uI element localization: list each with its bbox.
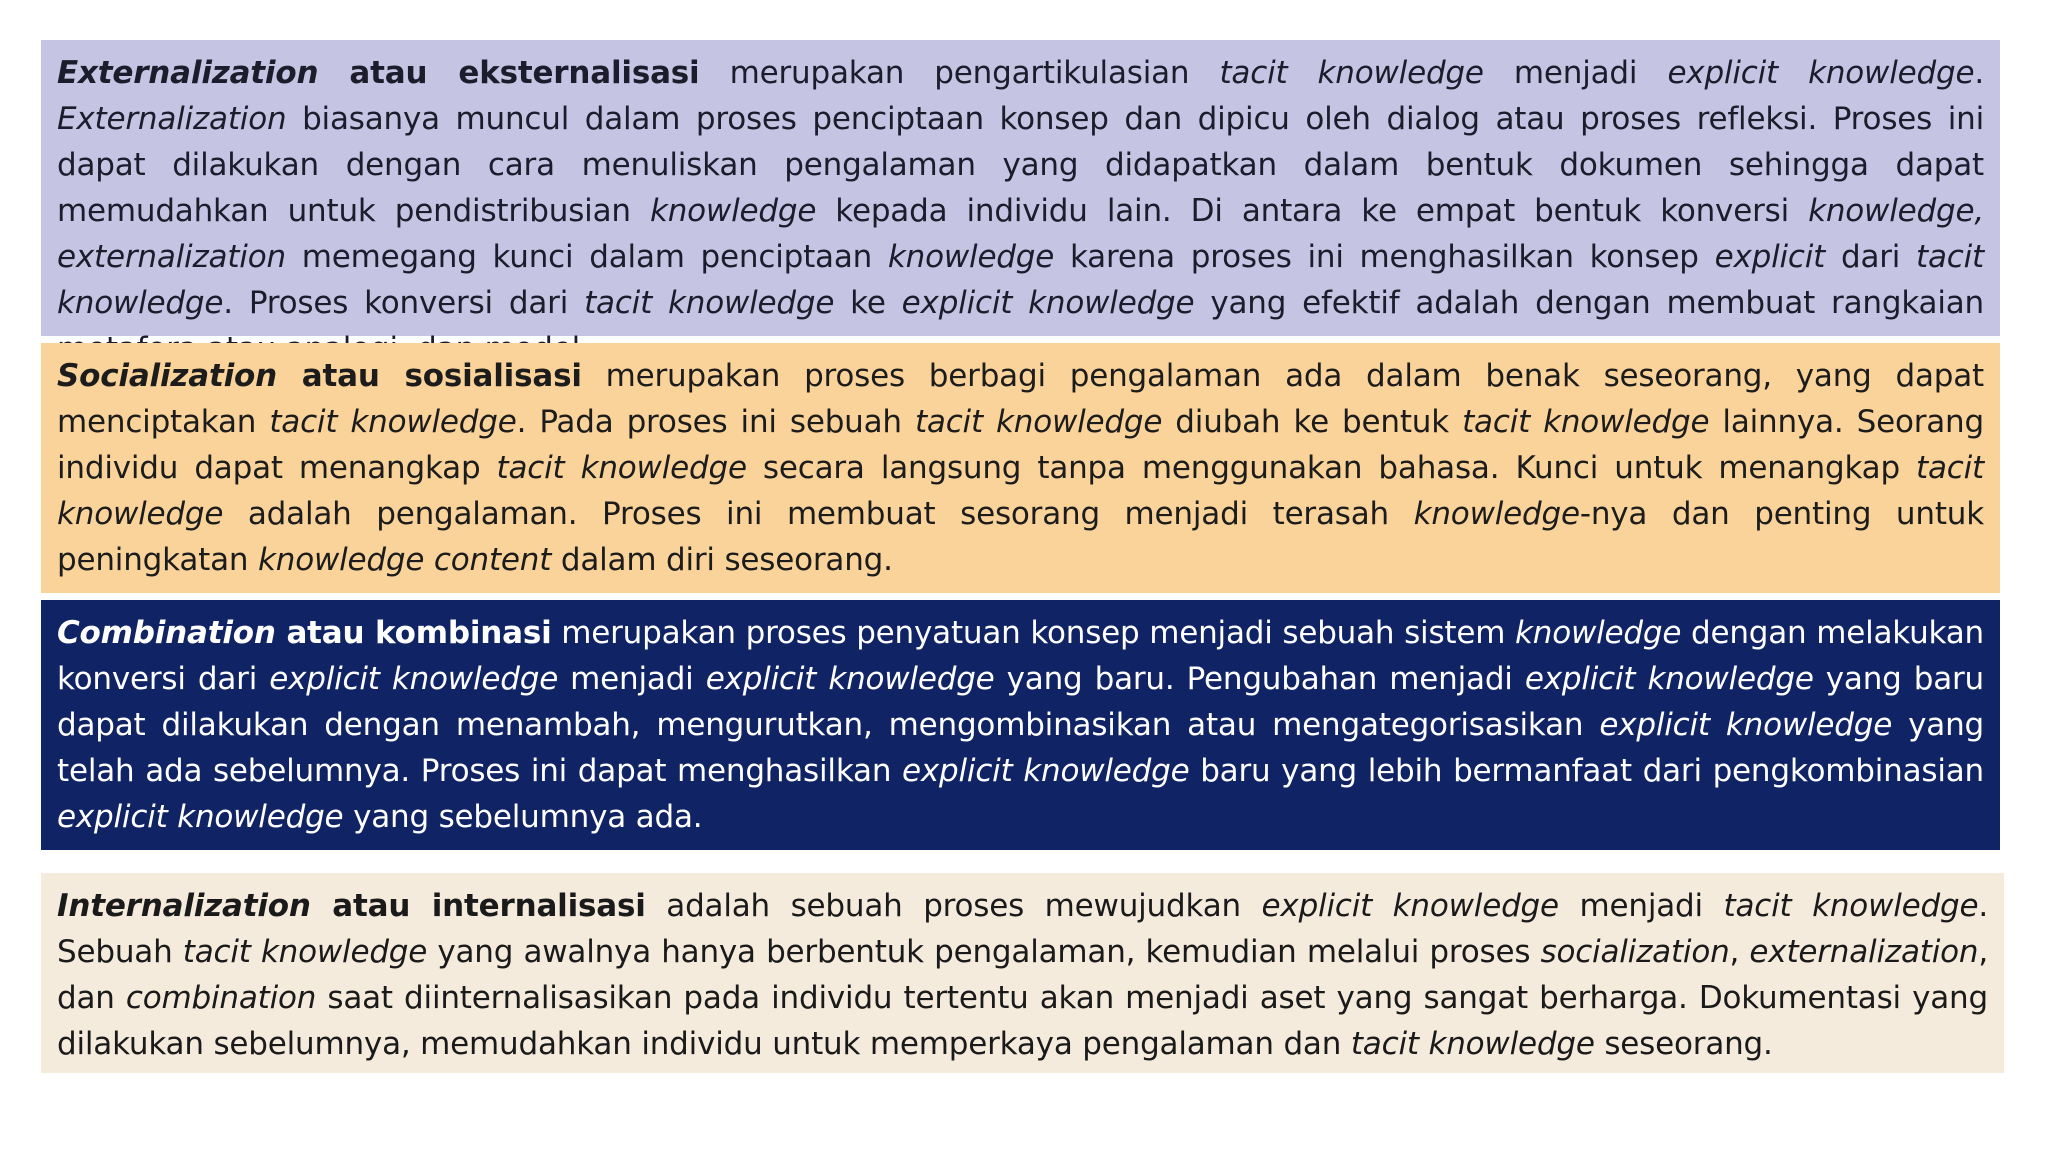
socialization-paragraph: Socialization atau sosialisasi merupakan proses berbagi pengalaman ada dalam benak seseorang, yang dapat menciptakan tacit knowledge. Pada proses ini sebuah tacit knowledge diubah ke bentuk tacit knowledge lainnya. Seorang individu dapat menangkap tacit knowledge secara langsung tanpa menggunakan bahasa. Kunci untuk menangkap tacit knowledge adalah pengalaman. Proses ini membuat sesorang menjadi terasah knowledge-nya dan penting untuk peningkatan knowledge content dalam diri seseorang. <box>57 358 1985 578</box>
internalization-heading: Internalization atau internalisasi <box>57 888 646 924</box>
internalization-panel <box>41 873 2004 1073</box>
socialization-heading: Socialization atau sosialisasi <box>57 358 582 394</box>
internalization-paragraph: Internalization atau internalisasi adalah sebuah proses mewujudkan explicit knowledge menjadi tacit knowledge. Sebuah tacit knowledge yang awalnya hanya berbentuk pengalaman, kemudian melalui proses socialization, externalization, dan combination saat diinternalisasikan pada individu tertentu akan menjadi aset yang sangat berharga. Dokumentasi yang dilakukan sebelumnya, memudahkan individu untuk memperkaya pengalaman dan tacit knowledge seseorang. <box>57 888 1988 1062</box>
socialization-panel <box>41 343 2000 593</box>
combination-paragraph: Combination atau kombinasi merupakan proses penyatuan konsep menjadi sebuah sistem knowledge dengan melakukan konversi dari explicit knowledge menjadi explicit knowledge yang baru. Pengubahan menjadi explicit knowledge yang baru dapat dilakukan dengan menambah, mengurutkan, mengombinasikan atau mengategorisasikan explicit knowledge yang telah ada sebelumnya. Proses ini dapat menghasilkan explicit knowledge baru yang lebih bermanfaat dari pengkombinasian explicit knowledge yang sebelumnya ada. <box>57 615 1985 835</box>
externalization-panel <box>41 40 2000 336</box>
externalization-heading: Externalization atau eksternalisasi <box>57 55 700 91</box>
combination-panel <box>41 600 2000 850</box>
combination-heading: Combination atau kombinasi <box>57 615 552 651</box>
externalization-paragraph: Externalization atau eksternalisasi merupakan pengartikulasian tacit knowledge menjadi explicit knowledge. Externalization biasanya muncul dalam proses penciptaan konsep dan dipicu oleh dialog atau proses refleksi. Proses ini dapat dilakukan dengan cara menuliskan pengalaman yang didapatkan dalam bentuk dokumen sehingga dapat memudahkan untuk pendistribusian knowledge kepada individu lain. Di antara ke empat bentuk konversi knowledge, externalization memegang kunci dalam penciptaan knowledge karena proses ini menghasilkan konsep explicit dari tacit knowledge. Proses konversi dari tacit knowledge ke explicit knowledge yang efektif adalah dengan membuat rangkaian <box>57 55 1984 321</box>
